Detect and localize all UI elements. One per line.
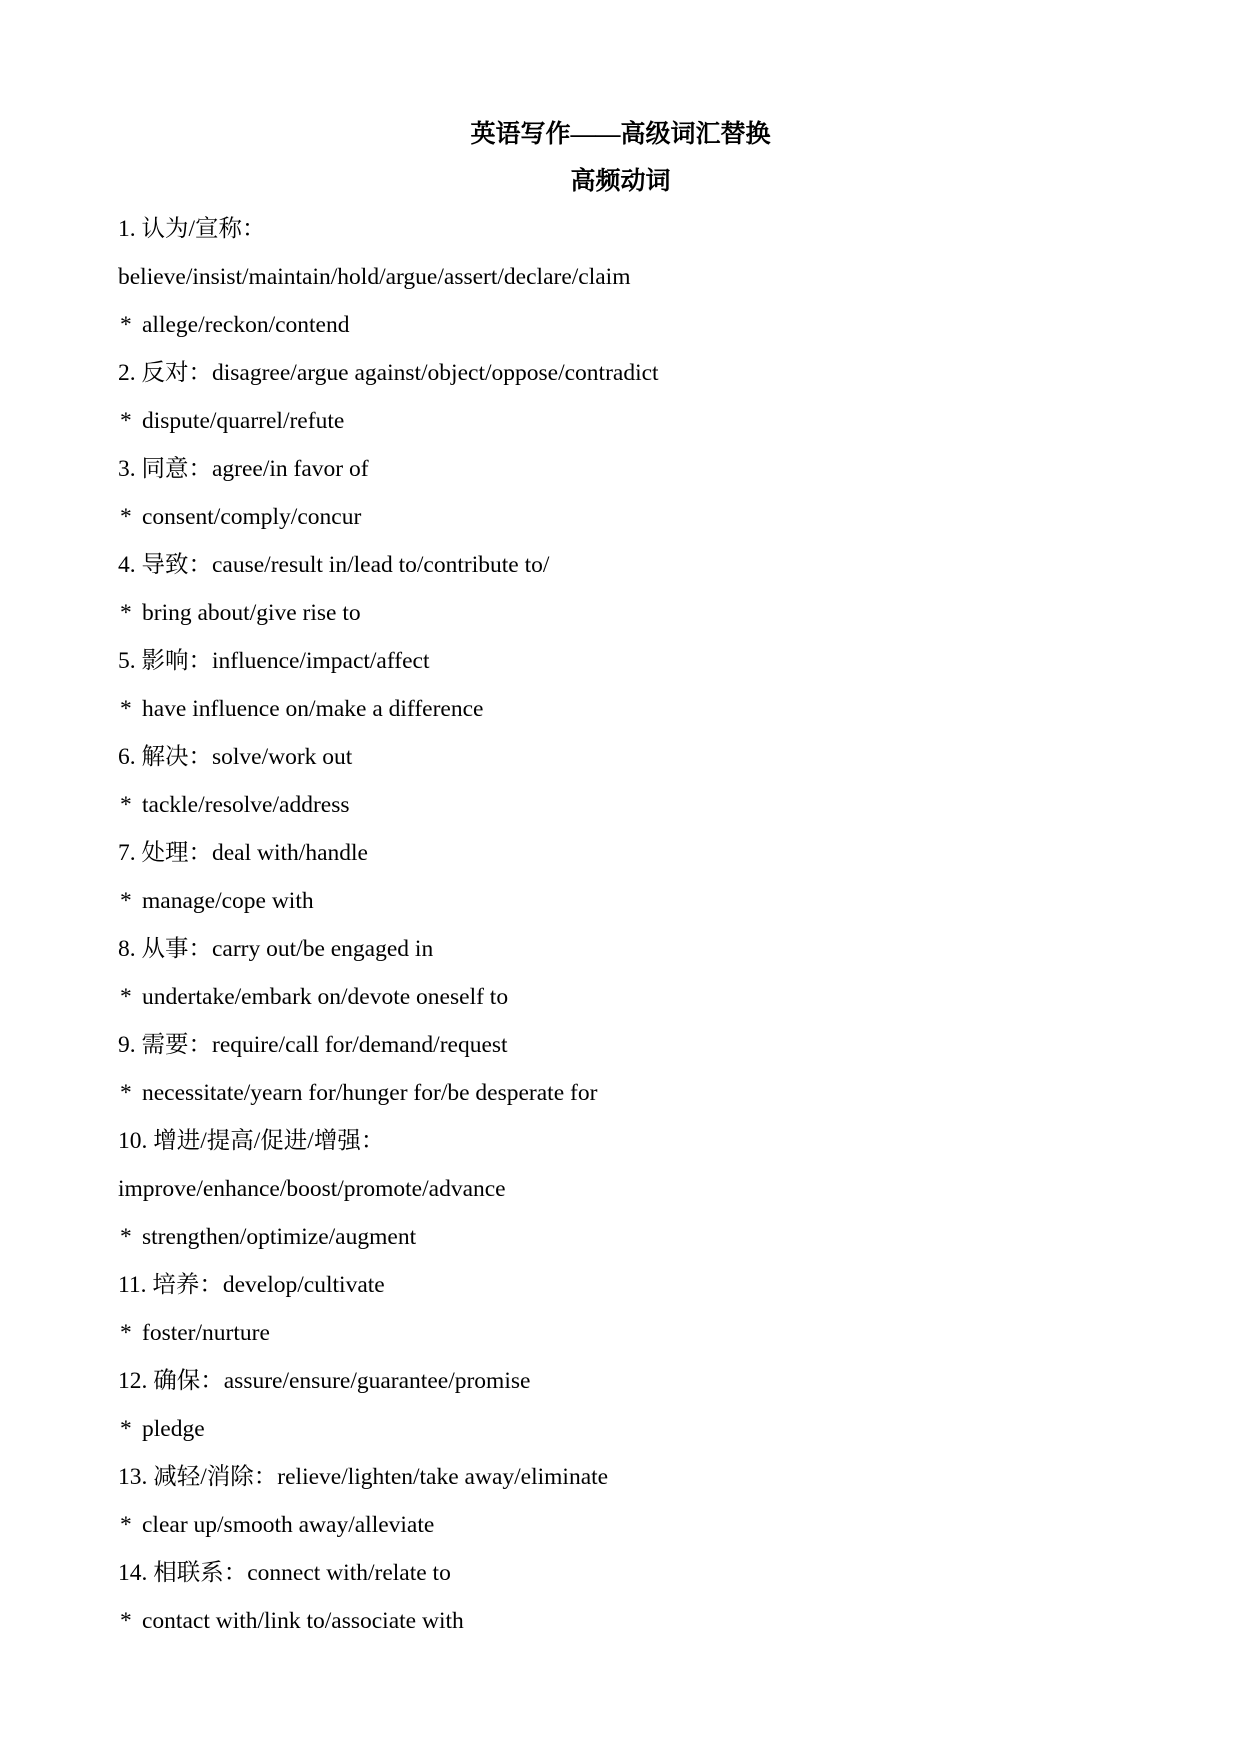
entry-2-advanced-text: dispute/quarrel/refute: [142, 408, 345, 434]
entry-8-heading: 8. 从事：carry out/be engaged in: [118, 936, 434, 962]
entry-3-advanced: [120, 502, 361, 532]
entry-10-advanced-text: strengthen/optimize/augment: [142, 1224, 417, 1250]
entry-13-heading: 13. 减轻/消除：relieve/lighten/take away/eliminate: [118, 1464, 609, 1490]
entry-14-advanced-text: contact with/link to/associate with: [142, 1608, 464, 1634]
document-title: 英语写作——高级词汇替换: [470, 121, 771, 148]
star-icon: *: [120, 600, 132, 626]
entry-7-advanced: [120, 886, 314, 916]
star-icon: *: [120, 984, 132, 1010]
star-icon: *: [120, 1320, 132, 1346]
entry-12-heading: 12. 确保：assure/ensure/guarantee/promise: [118, 1368, 531, 1394]
star-icon: *: [120, 1512, 132, 1538]
star-icon: *: [120, 1608, 132, 1634]
entry-2-advanced: [120, 406, 344, 436]
star-icon: *: [120, 1080, 132, 1106]
star-icon: *: [120, 408, 132, 434]
entry-6-heading: 6. 解决：solve/work out: [118, 744, 353, 770]
entry-1-heading: 1. 认为/宣称：: [118, 216, 266, 242]
star-icon: *: [120, 312, 132, 338]
entry-9-advanced-text: necessitate/yearn for/hunger for/be desperate for: [142, 1080, 598, 1106]
entry-10-continuation: improve/enhance/boost/promote/advance: [118, 1176, 506, 1202]
entry-4-advanced: [120, 598, 361, 628]
entry-11-advanced: [120, 1318, 270, 1348]
entry-7-heading: 7. 处理：deal with/handle: [118, 840, 368, 866]
entry-1-advanced: [120, 310, 349, 340]
star-icon: *: [120, 504, 132, 530]
entry-12-advanced: [120, 1414, 205, 1444]
entry-2-heading: 2. 反对：disagree/argue against/object/oppose/contradict: [118, 360, 659, 386]
entry-14-heading: 14. 相联系：connect with/relate to: [118, 1560, 451, 1586]
entry-4-heading: 4. 导致：cause/result in/lead to/contribute to/: [118, 552, 550, 578]
entry-3-advanced-text: consent/comply/concur: [142, 504, 362, 530]
star-icon: *: [120, 888, 132, 914]
entry-5-heading: 5. 影响：influence/impact/affect: [118, 648, 430, 674]
entry-10-heading: 10. 增进/提高/促进/增强：: [118, 1128, 385, 1154]
entry-11-advanced-text: foster/nurture: [142, 1320, 270, 1346]
entry-8-advanced: [120, 982, 508, 1012]
entry-9-heading: 9. 需要：require/call for/demand/request: [118, 1032, 508, 1058]
entry-7-advanced-text: manage/cope with: [142, 888, 314, 914]
entry-5-advanced: [120, 694, 483, 724]
entry-13-advanced: [120, 1510, 434, 1540]
star-icon: *: [120, 792, 132, 818]
entry-6-advanced: [120, 790, 350, 820]
entry-1-continuation: believe/insist/maintain/hold/argue/assert/declare/claim: [118, 264, 631, 290]
document-subtitle: 高频动词: [570, 168, 671, 195]
entry-14-advanced: [120, 1606, 464, 1636]
entry-5-advanced-text: have influence on/make a difference: [142, 696, 484, 722]
entry-13-advanced-text: clear up/smooth away/alleviate: [142, 1512, 435, 1538]
entry-10-advanced: [120, 1222, 416, 1252]
entry-1-advanced-text: allege/reckon/contend: [142, 312, 350, 338]
entry-12-advanced-text: pledge: [142, 1416, 205, 1442]
star-icon: *: [120, 1416, 132, 1442]
entry-11-heading: 11. 培养：develop/cultivate: [118, 1272, 385, 1298]
entry-4-advanced-text: bring about/give rise to: [142, 600, 361, 626]
entry-8-advanced-text: undertake/embark on/devote oneself to: [142, 984, 509, 1010]
star-icon: *: [120, 1224, 132, 1250]
entry-3-heading: 3. 同意：agree/in favor of: [118, 456, 369, 482]
star-icon: *: [120, 696, 132, 722]
entry-9-advanced: [120, 1078, 597, 1108]
entry-6-advanced-text: tackle/resolve/address: [142, 792, 350, 818]
